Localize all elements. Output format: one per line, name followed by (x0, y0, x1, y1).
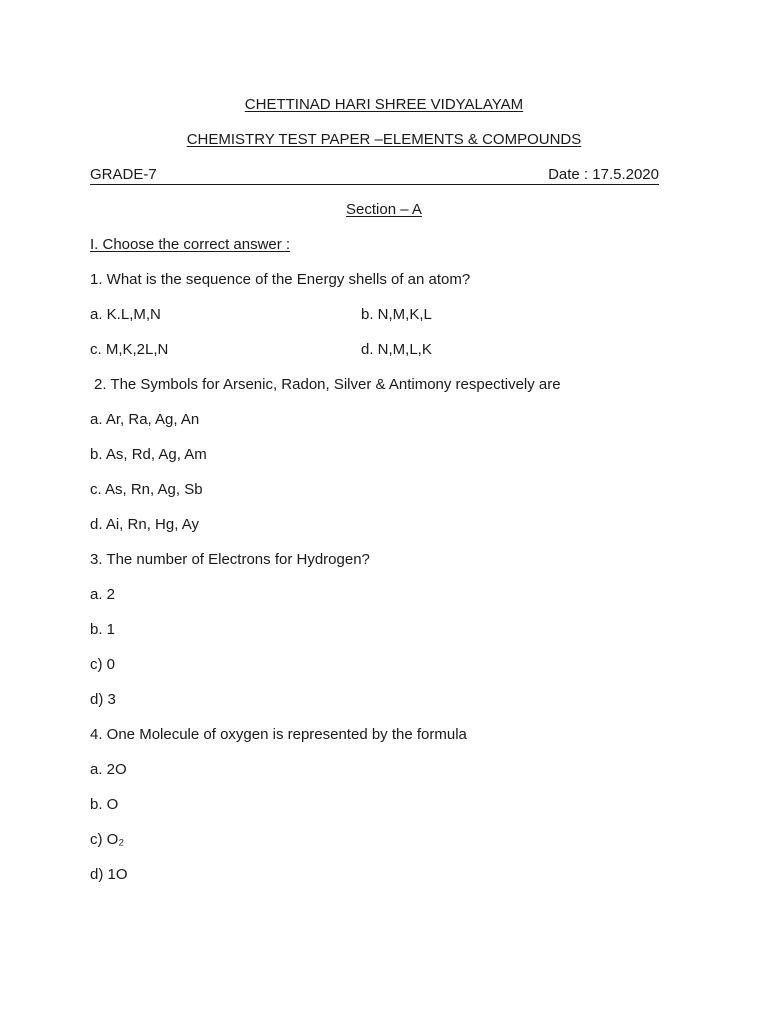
question-3: 3. The number of Electrons for Hydrogen? (90, 551, 370, 568)
question-2: 2. The Symbols for Arsenic, Radon, Silver & Antimony respectively are (94, 376, 561, 393)
question-1-option-d: d. N,M,L,K (361, 341, 432, 358)
section-heading (0, 201, 768, 219)
question-4-option-a: a. 2O (90, 761, 127, 778)
instruction (90, 236, 290, 254)
paper-title (0, 131, 768, 149)
school-name-text: CHETTINAD HARI SHREE VIDYALAYAM (244, 96, 524, 113)
grade-date-row (90, 166, 659, 185)
question-1-option-b: b. N,M,K,L (361, 306, 432, 323)
question-2-option-d: d. Ai, Rn, Hg, Ay (90, 516, 199, 533)
question-3-option-d: d) 3 (90, 691, 116, 708)
date-label: Date : 17.5.2020 (548, 166, 659, 183)
question-4: 4. One Molecule of oxygen is represented by the formula (90, 726, 467, 743)
question-4-option-b: b. O (90, 796, 119, 813)
question-1: 1. What is the sequence of the Energy shells of an atom? (90, 271, 471, 288)
question-4-option-d: d) 1O (90, 866, 128, 883)
question-3-option-c: c) 0 (90, 656, 116, 673)
question-4-option-c: c) O₂ (90, 831, 125, 848)
question-2-option-c: c. As, Rn, Ag, Sb (90, 481, 203, 498)
section-heading-text: Section – A (346, 201, 422, 218)
paper-title-text: CHEMISTRY TEST PAPER –ELEMENTS & COMPOUNDS (186, 131, 582, 148)
question-2-option-a: a. Ar, Ra, Ag, An (90, 411, 200, 428)
question-2-option-b: b. As, Rd, Ag, Am (90, 446, 207, 463)
grade-label: GRADE-7 (90, 166, 157, 183)
question-3-option-a: a. 2 (90, 586, 116, 603)
instruction-text: I. Choose the correct answer : (90, 236, 291, 253)
question-1-option-c: c. M,K,2L,N (90, 341, 169, 358)
question-1-option-a: a. K.L,M,N (90, 306, 161, 323)
question-3-option-b: b. 1 (90, 621, 116, 638)
school-name (0, 96, 768, 114)
